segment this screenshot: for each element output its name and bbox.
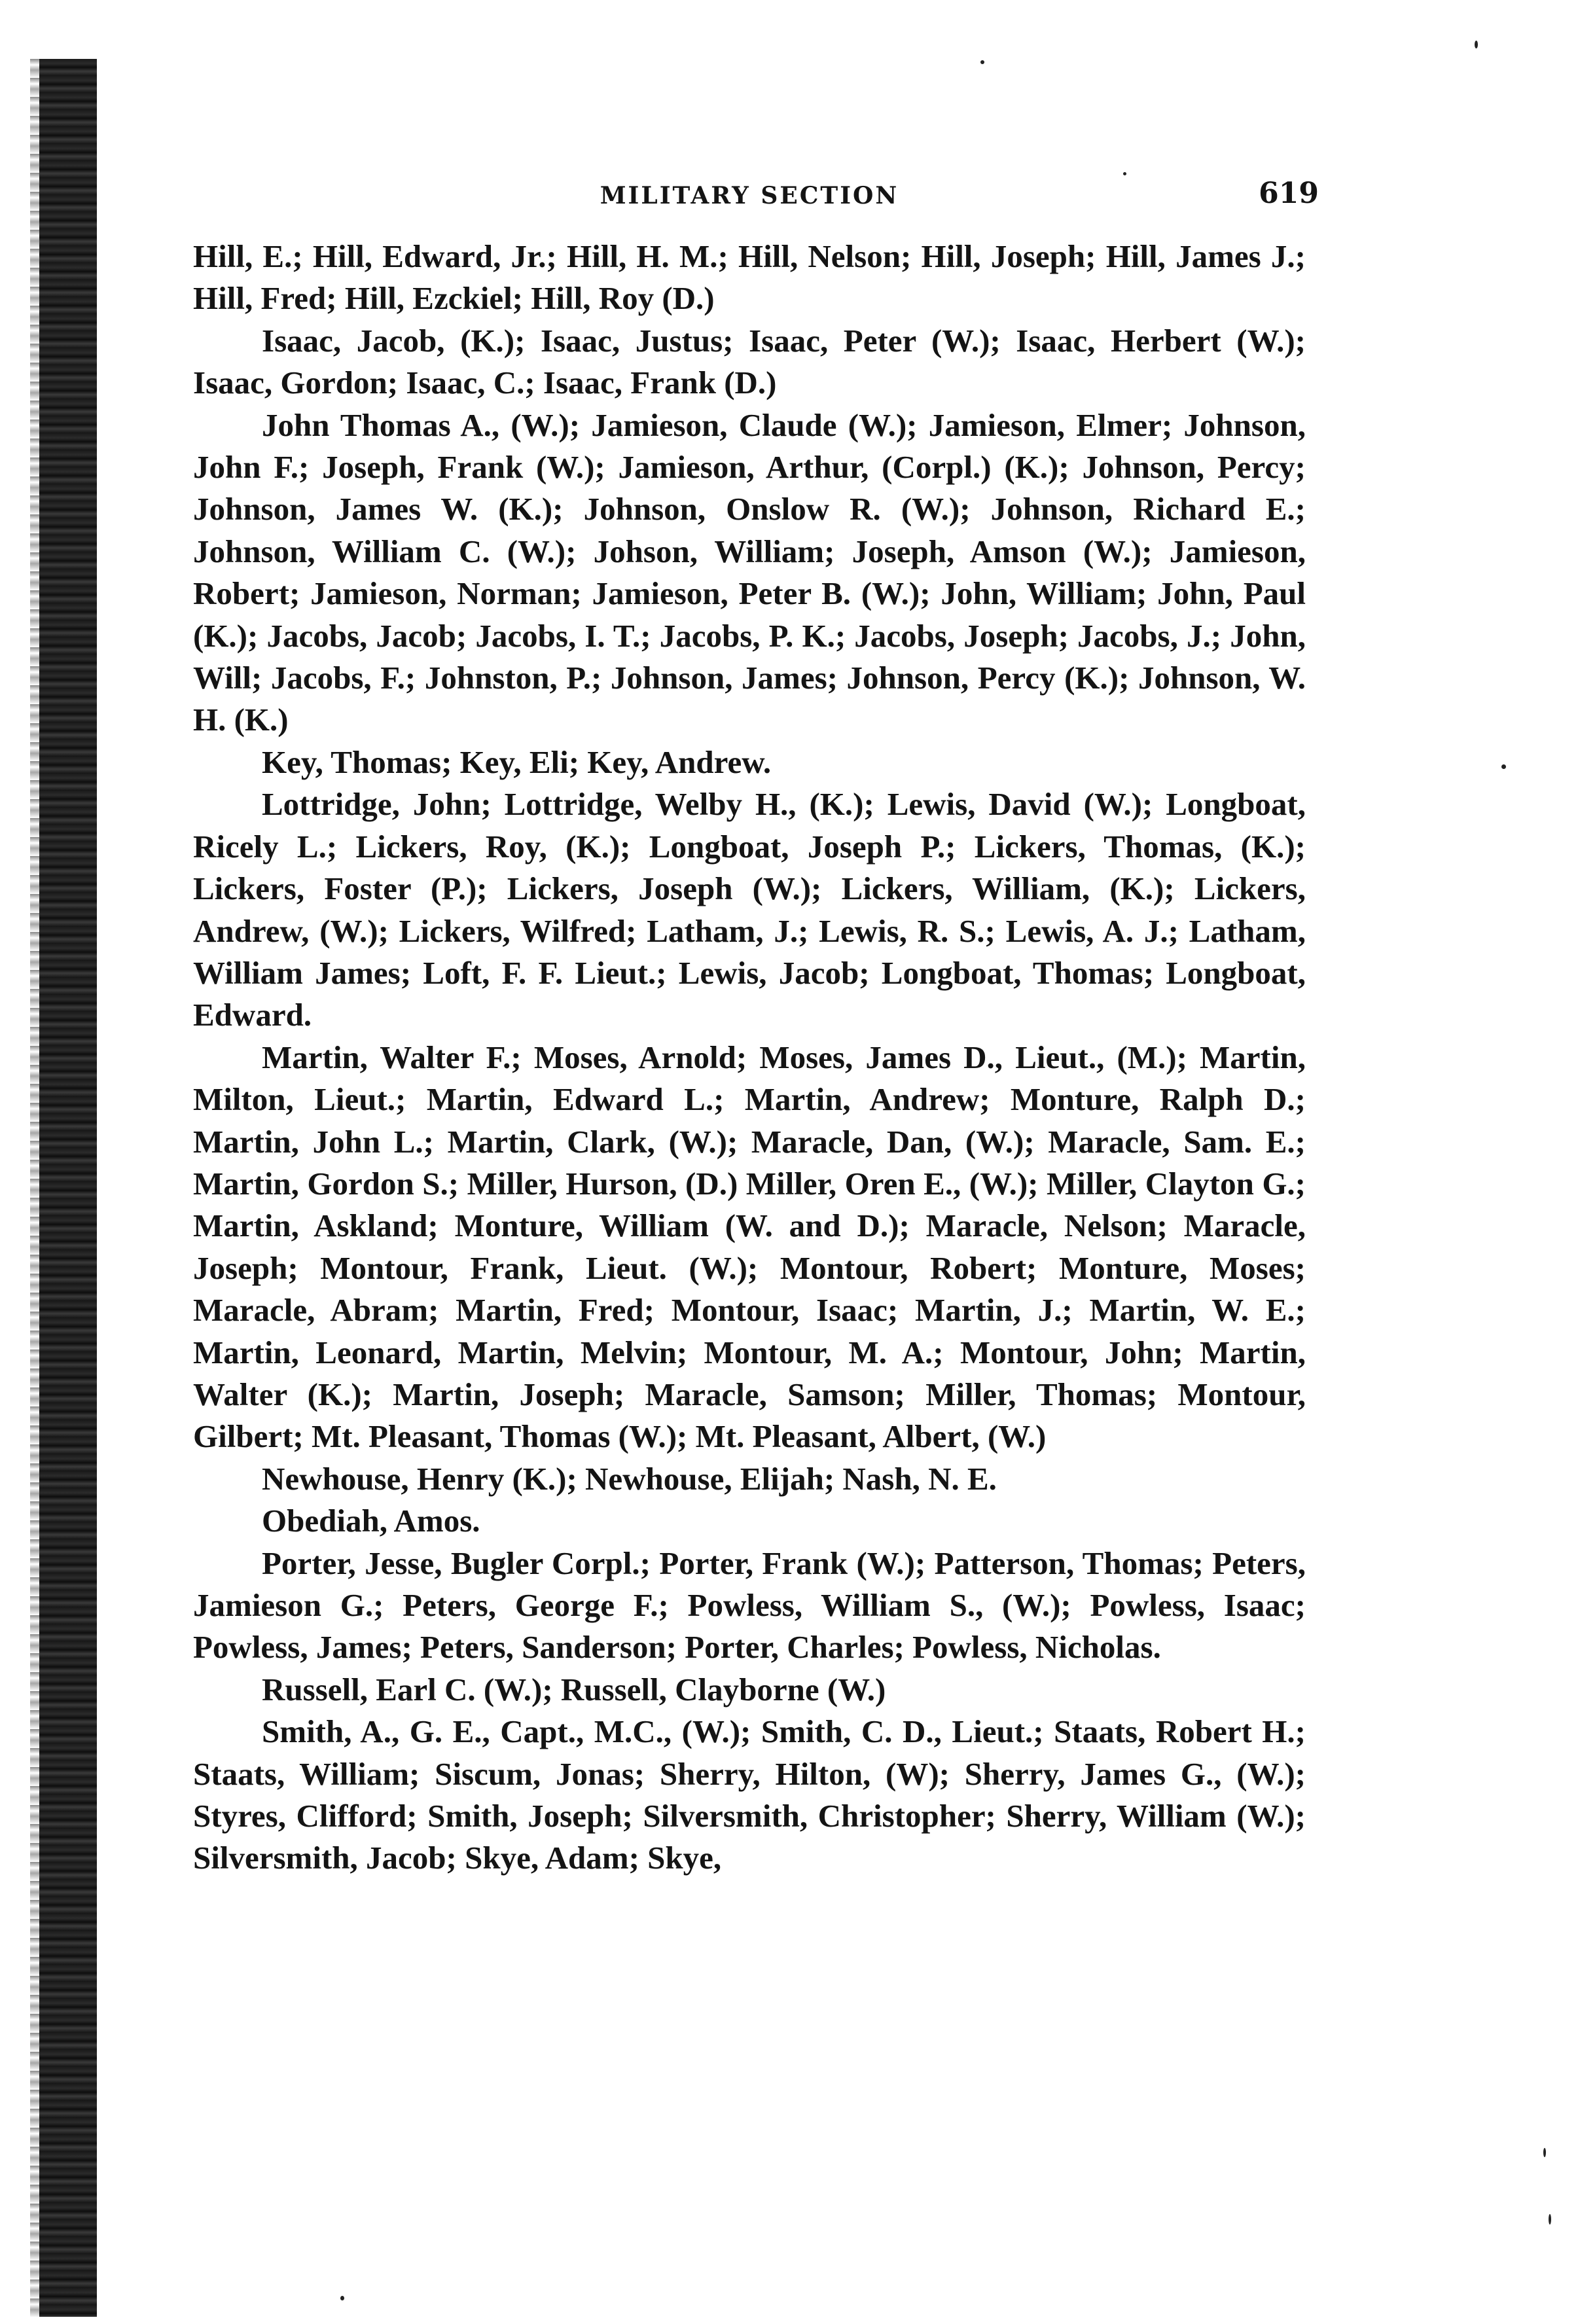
scan-speck [1501,764,1506,769]
paragraph-m: Martin, Walter F.; Moses, Arnold; Moses, James D., Lieut., (M.); Martin, Milton, Lieut.; Martin, Edward L.; Martin, Andrew; Monture, Ralph D.; Martin, John L.; Martin, Clark, (W.); Maracle, Dan, (W.); Maracle, Sam. E.; Martin, Gordon S.; Miller, Hurson, (D.) Miller, Oren E., (W.); Miller, Clayton G.; Martin, Askland; Monture, William (W. and D.); Maracle, Nelson; Maracle, Joseph; Montour, Frank, Lieut. (W.); Montour, Robert; Monture, Moses; Maracle, Abram; Martin, Fred; Montour, Isaac; Martin, J.; Martin, W. E.; Martin, Leonard, Martin, Melvin; Montour, M. A.; Montour, John; Martin, Walter (K.); Martin, Joseph; Maracle, Samson; Miller, Thomas; Montour, Gilbert; Mt. Pleasant, Thomas (W.); Mt. Pleasant, Albert, (W.) [193,1039,1306,1455]
paragraph-h: Hill, E.; Hill, Edward, Jr.; Hill, H. M.; Hill, Nelson; Hill, Joseph; Hill, James J.; Hill, Fred; Hill, Ezckiel; Hill, Roy (D.) [193,238,1306,317]
paragraph-p: Porter, Jesse, Bugler Corpl.; Porter, Frank (W.); Patterson, Thomas; Peters, Jamieson G.; Peters, George F.; Powless, William S., (W.); Powless, Isaac; Powless, James; Peters, Sanderson; Porter, Charles; Powless, Nicholas. [193,1545,1306,1666]
running-head [193,170,1319,236]
scan-speck [1549,2214,1551,2225]
scan-speck [340,2296,344,2300]
book-page [193,170,1319,1880]
scan-speck [1543,2148,1546,2157]
page-number: 619 [1259,177,1319,210]
running-title: MILITARY SECTION [600,182,899,209]
paragraph-n: Newhouse, Henry (K.); Newhouse, Elijah; Nash, N. E. [262,1460,997,1497]
scan-speck [1475,41,1478,48]
paragraph-j: John Thomas A., (W.); Jamieson, Claude (W.); Jamieson, Elmer; Johnson, John F.; Joseph, Frank (W.); Jamieson, Arthur, (Corpl.) (K.); Johnson, Percy; Johnson, James W. (K.); Johnson, Onslow R. (W.); Johnson, Richard E.; Johnson, William C. (W.); Johson, William; Joseph, Amson (W.); Jamieson, Robert; Jamieson, Norman; Jamieson, Peter B. (W.); John, William; John, Paul (K.); Jacobs, Jacob; Jacobs, I. T.; Jacobs, P. K.; Jacobs, Joseph; Jacobs, J.; John, Will; Jacobs, F.; Johnston, P.; Johnson, James; Johnson, Percy (K.); Johnson, W. H. (K.) [193,406,1306,738]
paragraph-o: Obediah, Amos. [262,1503,480,1539]
paragraph-k: Key, Thomas; Key, Eli; Key, Andrew. [262,743,772,780]
paragraph-l: Lottridge, John; Lottridge, Welby H., (K.); Lewis, David (W.); Longboat, Ricely L.; Lickers, Roy, (K.); Longboat, Joseph P.; Lickers, Thomas, (K.); Lickers, Foster (P.); Lickers, Joseph (W.); Lickers, William, (K.); Lickers, Andrew, (W.); Lickers, Wilfred; Latham, J.; Lewis, R. S.; Lewis, A. J.; Latham, William James; Loft, F. F. Lieut.; Lewis, Jacob; Longboat, Thomas; Longboat, Edward. [193,786,1306,1033]
scan-speck [980,60,984,64]
paragraph-s: Smith, A., G. E., Capt., M.C., (W.); Smith, C. D., Lieut.; Staats, Robert H.; Staats, William; Siscum, Jonas; Sherry, Hilton, (W); Sherry, James G., (W.); Styres, Clifford; Smith, Joseph; Silversmith, Christopher; Sherry, William (W.); Silversmith, Jacob; Skye, Adam; Skye, [193,1713,1306,1876]
body-text [193,236,1306,1880]
paragraph-r: Russell, Earl C. (W.); Russell, Clayborne (W.) [262,1671,886,1707]
paragraph-i: Isaac, Jacob, (K.); Isaac, Justus; Isaac, Peter (W.); Isaac, Herbert (W.); Isaac, Gordon; Isaac, C.; Isaac, Frank (D.) [193,322,1306,401]
page-binding-edge [39,59,97,2317]
